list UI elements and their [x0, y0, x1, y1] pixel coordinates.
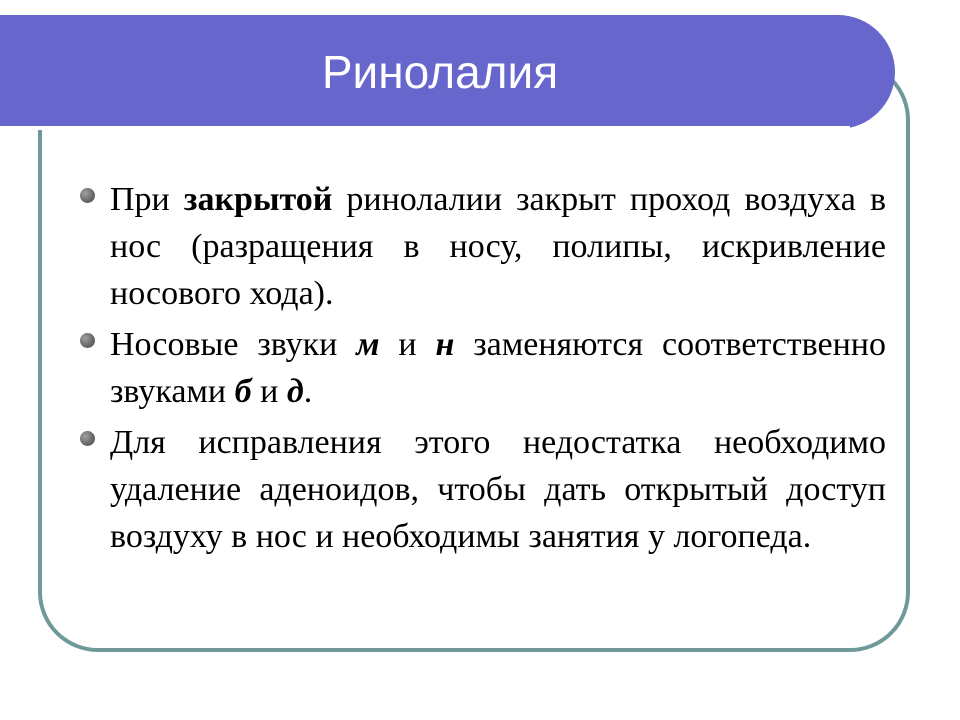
bullet-text-bold: закрытой	[183, 181, 333, 218]
bullet-dot-icon	[80, 188, 95, 203]
bullet-text: ринолалии закрыт проход воздуха в нос (разращения в носу, полипы, искривление носового хода).	[110, 181, 886, 312]
slide-title: Ринолалия	[321, 46, 559, 98]
bullet-text: При	[110, 181, 184, 218]
bullet-text: .	[303, 373, 313, 410]
bullet-text-emphasis: н	[435, 326, 455, 363]
bullet-dot-icon	[80, 431, 95, 446]
bullet-list	[80, 176, 886, 564]
bullet-text: и	[379, 326, 436, 363]
bullet-text-emphasis: м	[356, 326, 380, 363]
bullet-item	[80, 176, 886, 317]
bullet-dot-icon	[80, 333, 95, 348]
bullet-text: Носовые звуки	[110, 326, 357, 363]
bullet-item	[80, 419, 886, 560]
bullet-text: заменяются соответственно звуками	[110, 326, 887, 410]
bullet-text-emphasis: д	[286, 373, 304, 410]
bullet-text: и	[251, 373, 287, 410]
bullet-text: Для исправления этого недостатка необходимо удаление аденоидов, чтобы дать открытый доступ воздуху в нос и необходимы занятия у логопеда.	[110, 424, 886, 555]
bullet-text-emphasis: б	[234, 373, 252, 410]
bullet-item	[80, 321, 886, 415]
